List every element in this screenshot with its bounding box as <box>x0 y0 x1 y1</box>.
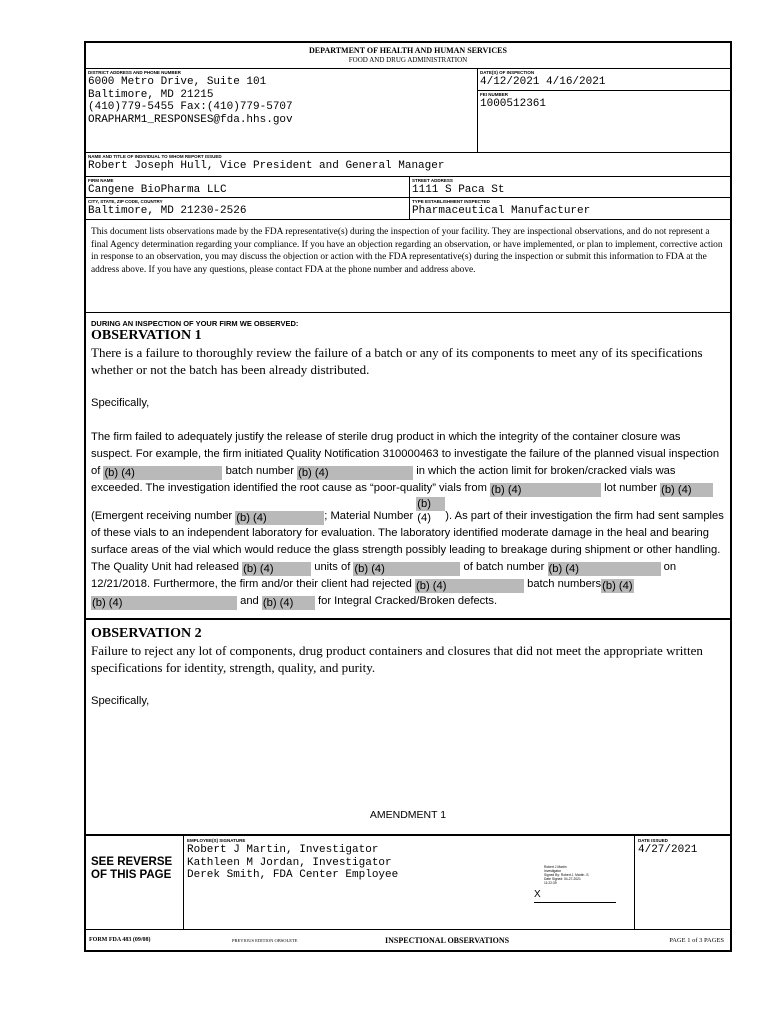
department-title: DEPARTMENT OF HEALTH AND HUMAN SERVICES <box>309 46 507 55</box>
redaction: (b) (4) <box>415 579 524 593</box>
recipient-cell <box>86 153 730 177</box>
fei-value: 1000512361 <box>480 98 547 110</box>
city-cell <box>86 198 410 219</box>
fda-483-form <box>84 41 732 952</box>
observation-1-text: There is a failure to thoroughly review the failure of a batch or any of its components to meet any of its specifications whether or not the batch has been already distributed. <box>91 345 703 377</box>
observation-1-detail <box>91 429 724 610</box>
establishment-label: TYPE ESTABLISHMENT INSPECTED <box>412 199 490 204</box>
firm-cell <box>86 177 410 197</box>
street-label: STREET ADDRESS <box>412 178 453 183</box>
disclaimer-text: This document lists observations made by the FDA representative(s) during the inspection of your facility. They are inspectional observations, and do not represent a final Agency determination regarding your compliance. If you have an objection regarding an observation, or have implemented, or plan to implement, corrective action in response to an observation, you may discuss the objection or action with the FDA representative(s) during the inspection or submit this information to FDA at the address above. If you have any questions, please contact FDA at the phone number and address above. <box>86 220 730 313</box>
stamp-line: Signed By: Robert J. Martin -S <box>544 873 589 877</box>
district-line: (410)779-5455 Fax:(410)779-5707 <box>88 101 293 113</box>
see-reverse-note: SEE REVERSE OF THIS PAGE <box>86 836 184 929</box>
detail-text: batch numbers <box>527 578 602 590</box>
form-footer <box>86 931 730 949</box>
redaction: (b) (4) <box>660 483 713 497</box>
redaction: (b) (4) <box>416 497 445 511</box>
stamp-line: Date Signed: 04-27-2021 <box>544 877 581 881</box>
section-divider <box>86 618 730 620</box>
city-label: CITY, STATE, ZIP CODE, COUNTRY <box>88 199 163 204</box>
employee-signature-cell <box>184 836 635 929</box>
city-value: Baltimore, MD 21230-2526 <box>88 205 247 217</box>
detail-text: batch number <box>225 465 294 477</box>
agency-subtitle: FOOD AND DRUG ADMINISTRATION <box>348 56 468 64</box>
redaction: (b) (4) <box>262 596 315 610</box>
detail-text: for Integral Cracked/Broken defects. <box>318 595 498 607</box>
page-number: PAGE 1 of 3 PAGES <box>669 937 724 944</box>
form-number: FORM FDA 483 (09/08) <box>89 937 151 943</box>
observations-body <box>86 313 730 710</box>
date-issued-cell <box>635 836 730 929</box>
date-issued-label: DATE ISSUED <box>638 838 668 843</box>
observation-2-specifically: Specifically, <box>91 695 150 707</box>
detail-text: of batch number <box>463 561 545 573</box>
detail-text: lot number <box>604 482 657 494</box>
establishment-value: Pharmaceutical Manufacturer <box>412 205 591 217</box>
stamp-line: Robert J Martin <box>544 865 567 869</box>
street-cell <box>410 177 730 197</box>
redaction: (b) (4) <box>353 562 460 576</box>
district-line: ORAPHARM1_RESPONSES@fda.hhs.gov <box>88 113 293 126</box>
observation-2-title: OBSERVATION 2 <box>91 626 202 641</box>
detail-text: on 12/21/2018. Furthermore, the firm and/or their client had rejected <box>91 561 677 590</box>
detail-text: ; Material Number <box>324 510 414 522</box>
employee-name: Robert J Martin, Investigator <box>187 844 379 856</box>
district-address-cell <box>86 69 478 152</box>
digital-signature-stamp <box>534 858 616 903</box>
fei-cell <box>478 91 730 111</box>
detail-text: and <box>240 595 259 607</box>
redaction: (b) (4) <box>602 580 633 592</box>
during-inspection-heading: DURING AN INSPECTION OF YOUR FIRM WE OBSERVED: <box>91 319 299 328</box>
detail-text: units of <box>314 561 351 573</box>
redaction: (b) (4) <box>235 511 324 525</box>
redaction: (b) (4) <box>548 562 661 576</box>
street-value: 1111 S Paca St <box>412 184 505 196</box>
detail-text: The firm failed to adequately justify the release of sterile drug product in which the integrity of the container closure was suspect. For example, the firm initiated Quality Notification 310000463 to investigate the failure of the planned visual inspection of <box>91 431 720 477</box>
stamp-line: 11:22:39 <box>544 881 557 885</box>
observation-2-text: Failure to reject any lot of components, drug product containers and closures that did not meet the appropriate written specifications for identity, strength, quality, and purity. <box>91 643 703 675</box>
inspection-dates-value: 4/12/2021 4/16/2021 <box>480 76 606 88</box>
district-line: Baltimore, MD 21215 <box>88 88 214 101</box>
firm-value: Cangene BioPharma LLC <box>88 184 227 196</box>
district-line: 6000 Metro Drive, Suite 101 <box>88 76 267 88</box>
fei-label: FEI NUMBER <box>480 92 508 97</box>
form-header <box>86 43 730 69</box>
observation-1-title: OBSERVATION 1 <box>91 328 202 343</box>
signature-block <box>86 834 730 930</box>
recipient-label: NAME AND TITLE OF INDIVIDUAL TO WHOM REPORT ISSUED <box>88 154 222 159</box>
employee-name: Kathleen M Jordan, Investigator <box>187 856 392 869</box>
inspection-dates-label: DATE(S) OF INSPECTION <box>480 70 535 75</box>
amendment-label: AMENDMENT 1 <box>369 809 447 821</box>
redaction: (b) (4) <box>91 596 237 610</box>
detail-text: in which the action limit for broken/cracked vials was exceeded. The investigation identified the root cause as “poor-quality” vials from <box>91 465 676 494</box>
establishment-cell <box>410 198 730 219</box>
redaction: (b) (4) <box>103 466 222 480</box>
redaction: (b) (4) <box>242 562 311 576</box>
employee-name: Derek Smith, FDA Center Employee <box>187 869 399 881</box>
firm-label: FIRM NAME <box>88 178 114 183</box>
detail-text: (Emergent receiving number <box>91 510 233 522</box>
detail-text: ). As part of their investigation the firm had sent samples of these vials to an independent laboratory for evaluation. The laboratory identified moderate damage in the heal and bearing surface areas of the vial which would reduce the glass strength possibly leading to breakage during shipment or other handling. The Quality Unit had released <box>91 510 724 573</box>
recipient-value: Robert Joseph Hull, Vice President and General Manager <box>88 160 445 172</box>
employees-label: EMPLOYEE(S) SIGNATURE <box>187 838 246 843</box>
observation-1-specifically: Specifically, <box>91 397 150 409</box>
previous-edition-note: PREVIOUS EDITION OBSOLETE <box>232 938 298 943</box>
redaction: (b) (4) <box>297 466 413 480</box>
signature-x-mark: X <box>534 889 541 900</box>
stamp-line: Investigator <box>544 869 562 873</box>
redaction: (b) (4) <box>490 483 601 497</box>
date-issued-value: 4/27/2021 <box>638 844 698 856</box>
footer-title: INSPECTIONAL OBSERVATIONS <box>385 936 510 945</box>
inspection-dates-cell <box>478 69 730 91</box>
district-label: DISTRICT ADDRESS AND PHONE NUMBER <box>88 70 181 75</box>
